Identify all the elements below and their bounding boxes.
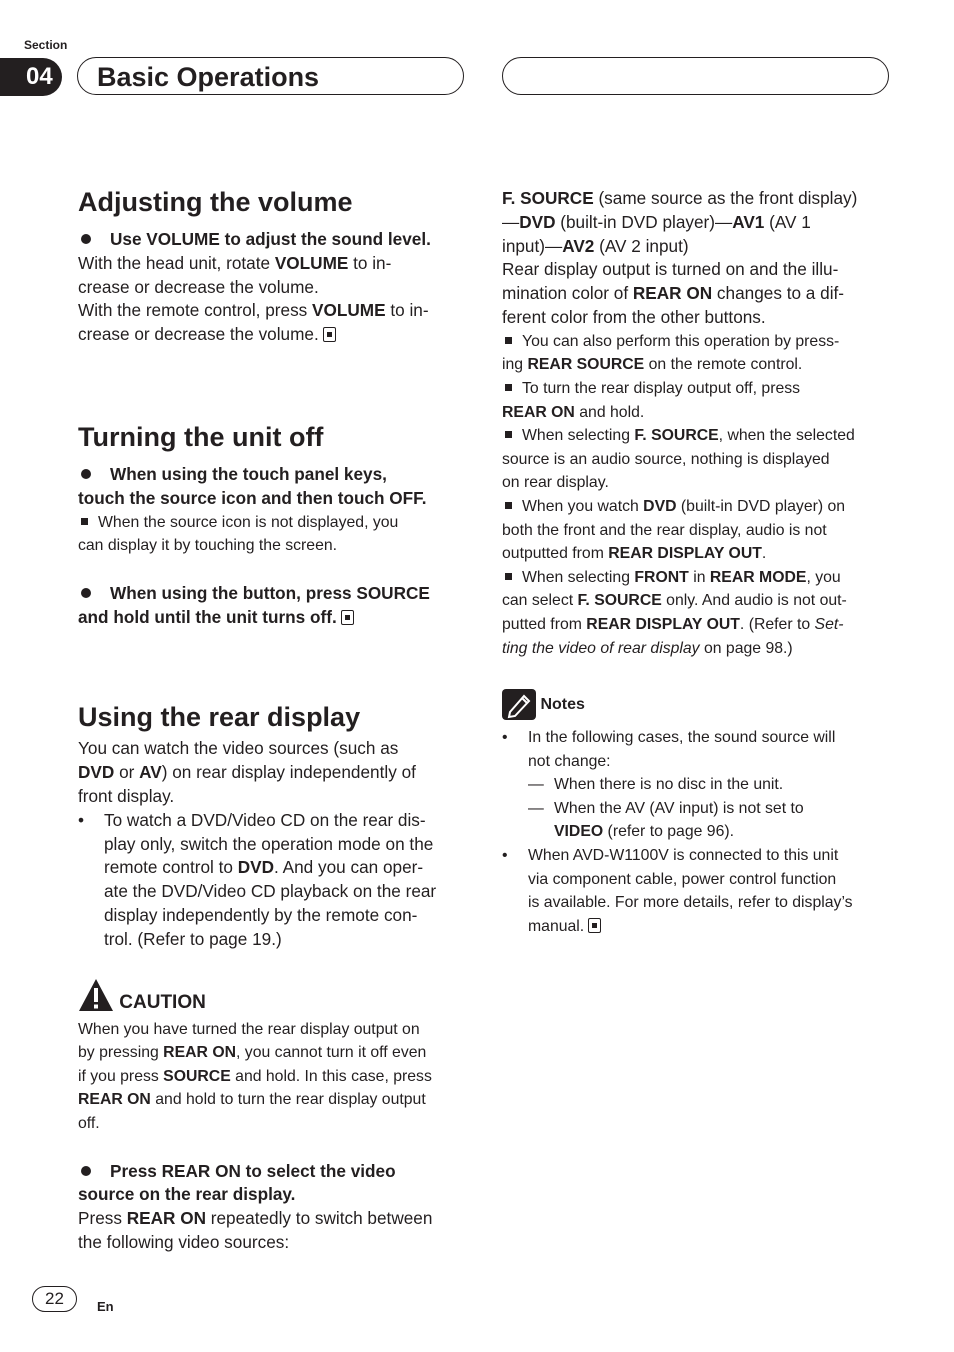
- note-square-icon: [505, 337, 512, 344]
- section-number: 04: [0, 58, 62, 96]
- step-bullet-icon: [81, 1166, 91, 1176]
- note-audio-source: When selecting F. SOURCE, when the selected source is an audio source, nothing is displayed on rear display.: [502, 427, 855, 492]
- section-label: Section: [24, 38, 68, 52]
- step-volume: Use VOLUME to adjust the sound level.: [78, 228, 470, 252]
- volume-head-unit-text: With the head unit, rotate VOLUME to in- crease or decrease the volume.: [78, 252, 392, 297]
- step-touch-panel: When using the touch panel keys, touch the source icon and then touch OFF.: [78, 463, 427, 508]
- page-number: 22: [32, 1286, 77, 1312]
- pencil-icon: [502, 689, 536, 720]
- notes-bullet-sound-source: • In the following cases, the sound source will not change:: [502, 726, 898, 773]
- header-empty-frame: [502, 57, 889, 95]
- notes-title: Notes: [502, 688, 898, 722]
- step-bullet-icon: [81, 588, 91, 598]
- step-source-button: When using the button, press SOURCE and hold until the unit turns off.: [78, 582, 430, 627]
- note-square-icon: [81, 518, 88, 525]
- page-title: Basic Operations: [97, 62, 320, 92]
- notes-dash-no-disc: — When there is no disc in the unit.: [528, 776, 784, 794]
- end-mark-icon: [323, 327, 336, 342]
- note-rear-source: You can also perform this operation by press- ing REAR SOURCE on the remote control.: [502, 332, 840, 374]
- end-mark-icon: [588, 918, 601, 933]
- left-column: [78, 185, 470, 1255]
- caution-title: CAUTION: [78, 978, 470, 1018]
- note-turn-off: To turn the rear display output off, press REAR ON and hold.: [502, 379, 801, 421]
- end-mark-icon: [341, 610, 354, 625]
- warning-triangle-icon: [78, 978, 114, 1012]
- note-dvd-audio: When you watch DVD (built-in DVD player) on both the front and the rear display, audio is not outputted from REAR DISPLAY OUT.: [502, 497, 846, 563]
- step-press-rear-on: Press REAR ON to select the video source on the rear display.: [78, 1160, 396, 1205]
- note-square-icon: [505, 573, 512, 580]
- rear-intro-text: You can watch the video sources (such as DVD or AV) on rear display independently of front display.: [78, 738, 416, 806]
- right-column: [502, 187, 898, 938]
- volume-remote-text: With the remote control, press VOLUME to in- crease or decrease the volume.: [78, 300, 429, 345]
- heading-rear-display: Using the rear display: [78, 702, 361, 733]
- note-square-icon: [505, 431, 512, 438]
- illumination-text: Rear display output is turned on and the illu- mination color of REAR ON changes to a dif- ferent color from the other buttons.: [502, 259, 845, 327]
- note-square-icon: [505, 502, 512, 509]
- notes-dash-av-input: — When the AV (AV input) is not set to VIDEO (refer to page 96).: [528, 799, 804, 841]
- note-square-icon: [505, 384, 512, 391]
- language-label: En: [97, 1299, 114, 1314]
- step-bullet-icon: [81, 469, 91, 479]
- step-bullet-icon: [81, 234, 91, 244]
- heading-adjusting-volume: Adjusting the volume: [78, 187, 353, 217]
- note-source-icon: When the source icon is not displayed, you can display it by touching the screen.: [78, 513, 399, 555]
- heading-turning-off: Turning the unit off: [78, 421, 324, 452]
- notes-bullet-avd: • When AVD-W1100V is connected to this unit via component cable, power control function is available. For more details, refer to display’s manual.: [502, 844, 898, 938]
- note-rear-mode: When selecting FRONT in REAR MODE, you can select F. SOURCE only. And audio is not out- putted from REAR DISPLAY OUT. (Refer to Set- ting the video of rear display on page 98.): [502, 568, 847, 657]
- caution-text: When you have turned the rear display output on by pressing REAR ON, you cannot turn it off even if you press SOURCE and hold. In this case, press REAR ON and hold to turn the rear display output off.: [78, 1020, 432, 1132]
- rear-on-instruction: Press REAR ON repeatedly to switch between the following video sources:: [78, 1208, 433, 1252]
- source-sequence: F. SOURCE (same source as the front display) —DVD (built-in DVD player)—AV1 (AV 1 input)—AV2 (AV 2 input): [502, 188, 858, 256]
- rear-bullet-dvd: • To watch a DVD/Video CD on the rear dis- play only, switch the operation mode on the remote control to DVD. And you can oper- ate the DVD/Video CD playback on the rear display independently by the remote con- trol. (Refer to page 19.): [78, 809, 470, 952]
